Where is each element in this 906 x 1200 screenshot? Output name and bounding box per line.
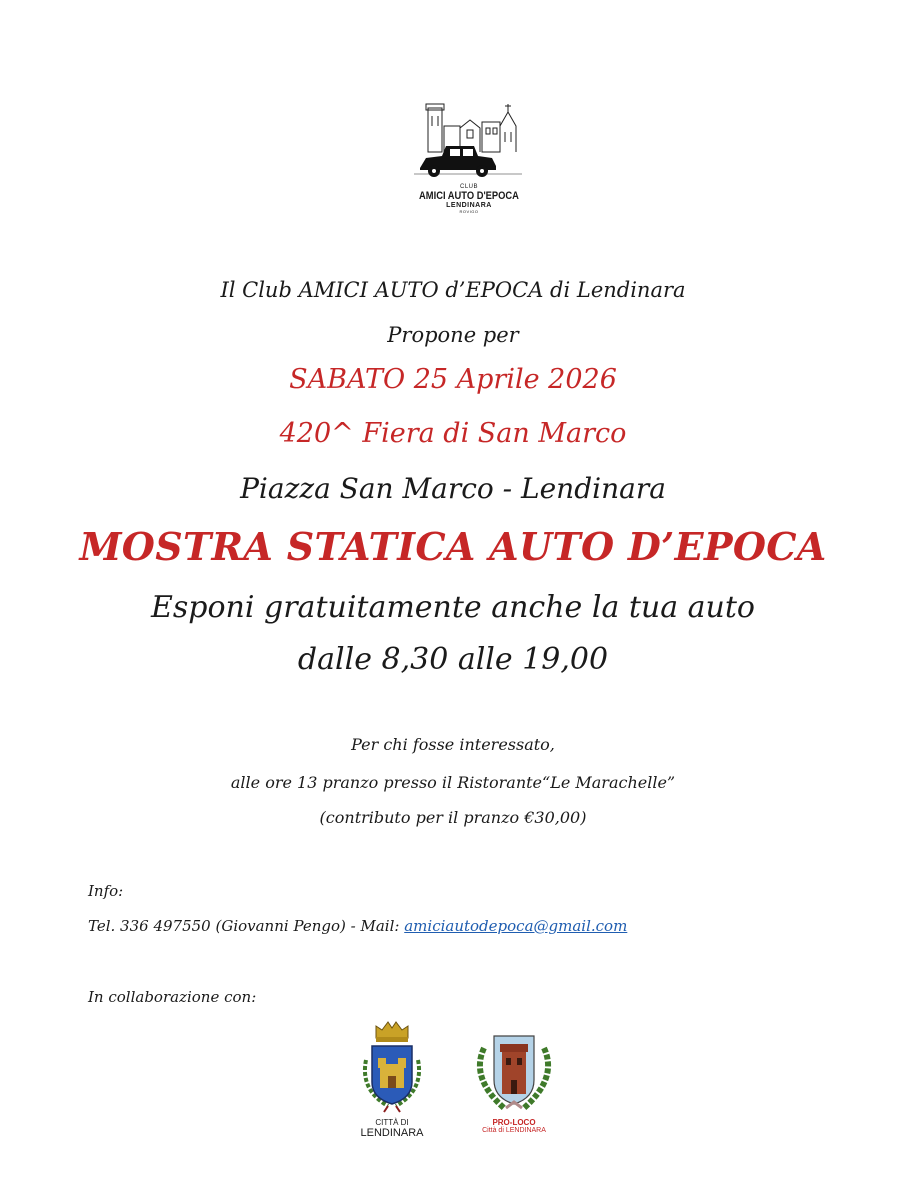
city-crest (354, 1020, 430, 1142)
fair-name: 420^ Fiera di San Marco (279, 418, 627, 449)
contact-line (88, 917, 627, 935)
collaboration-label: In collaborazione con: (88, 988, 257, 1006)
city-crest-line2: LENDINARA (360, 1127, 424, 1139)
logo-city: LENDINARA (446, 202, 492, 209)
info-label: Info: (88, 882, 124, 900)
logo-club-label: CLUB (459, 184, 478, 190)
club-logo (410, 96, 528, 220)
proloco-line2: Città di LENDINARA (482, 1127, 546, 1134)
event-date: SABATO 25 Aprile 2026 (289, 364, 617, 395)
city-crest-line1: CITTÀ DI (375, 1118, 409, 1127)
offer-line: Esponi gratuitamente anche la tua auto (151, 590, 755, 625)
lunch-details: alle ore 13 pranzo presso il Ristorante“Le Marachelle” (230, 773, 676, 792)
hours-line: dalle 8,30 alle 19,00 (297, 642, 609, 677)
event-location: Piazza San Marco - Lendinara (240, 472, 666, 505)
proloco-line1: PRO-LOCO (492, 1118, 536, 1127)
logo-region: ROVIGO (459, 209, 479, 214)
city-crest-icon (354, 1020, 430, 1114)
club-logo-illustration-icon (410, 96, 528, 180)
proloco-crest-icon (466, 1028, 562, 1114)
intro-line: Il Club AMICI AUTO d’EPOCA di Lendinara (220, 278, 686, 302)
lunch-intro: Per chi fosse interessato, (351, 735, 555, 754)
contact-email-link[interactable]: amiciautodepoca@gmail.com (404, 917, 628, 935)
contact-phone: Tel. 336 497550 (Giovanni Pengo) - Mail: (88, 917, 400, 935)
event-title: MOSTRA STATICA AUTO D’EPOCA (79, 524, 827, 569)
proloco-crest (466, 1028, 562, 1142)
lunch-cost: (contributo per il pranzo €30,00) (319, 808, 587, 827)
logo-club-name: AMICI AUTO D'EPOCA (419, 190, 519, 202)
propone-line: Propone per (387, 323, 519, 347)
